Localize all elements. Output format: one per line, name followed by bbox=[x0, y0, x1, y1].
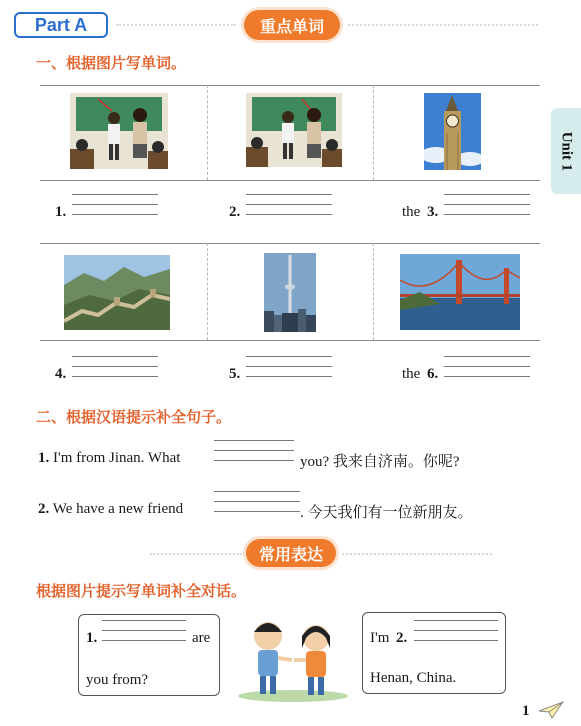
item-number: 2. bbox=[229, 204, 241, 220]
paper-plane-icon bbox=[538, 701, 564, 719]
dialog-text: Henan, China. bbox=[370, 670, 457, 686]
item-number: 5. bbox=[229, 366, 241, 382]
grid-divider bbox=[207, 85, 208, 180]
sentence-2 bbox=[38, 501, 183, 518]
answer-blank-6[interactable] bbox=[444, 356, 530, 394]
grid-top-line bbox=[40, 85, 540, 86]
badge-divider-right bbox=[342, 553, 492, 555]
children-illustration bbox=[238, 608, 348, 702]
section1-title: 一、根据图片写单词。 bbox=[36, 54, 187, 72]
grid-divider bbox=[373, 243, 374, 340]
dialog-number: 1. bbox=[86, 630, 98, 646]
picture-golden-gate-bridge bbox=[400, 254, 520, 330]
picture-tv-tower bbox=[264, 253, 316, 332]
dialog-text: I'm bbox=[370, 630, 390, 646]
grid-divider bbox=[373, 85, 374, 180]
grid-row2-top-line bbox=[40, 243, 540, 244]
item-prefix: the bbox=[402, 204, 421, 220]
sentence-text: . 今天我们有一位新朋友。 bbox=[300, 505, 473, 521]
picture-big-ben bbox=[424, 93, 481, 170]
page-number: 1 bbox=[522, 703, 530, 719]
picture-classroom-2 bbox=[246, 93, 342, 167]
grid-row2-mid-line bbox=[40, 340, 540, 341]
sentence-1 bbox=[38, 450, 180, 467]
item-prefix: the bbox=[402, 366, 421, 382]
dialog-blank-2[interactable] bbox=[414, 620, 498, 658]
item-number: 6. bbox=[427, 366, 439, 382]
answer-blank-5[interactable] bbox=[246, 356, 332, 394]
sentence-text: I'm from Jinan. What bbox=[53, 450, 181, 466]
sentence-number: 2. bbox=[38, 501, 50, 517]
grid-divider bbox=[207, 243, 208, 340]
section2-title: 二、根据汉语提示补全句子。 bbox=[36, 408, 232, 426]
picture-classroom-1 bbox=[70, 93, 168, 169]
answer-blank-1[interactable] bbox=[72, 194, 158, 232]
sentence-text: We have a new friend bbox=[52, 501, 184, 517]
answer-blank-3[interactable] bbox=[444, 194, 530, 232]
answer-blank-4[interactable] bbox=[72, 356, 158, 394]
item-number: 4. bbox=[55, 366, 67, 382]
unit-tab-label: Unit 1 bbox=[558, 131, 575, 171]
section-badge: 重点单词 bbox=[244, 10, 340, 40]
answer-blank-2[interactable] bbox=[246, 194, 332, 232]
part-tag: Part A bbox=[14, 12, 108, 38]
dialog-number: 2. bbox=[396, 630, 408, 646]
dialog-text: are bbox=[192, 630, 211, 646]
dialog-text: you from? bbox=[86, 672, 149, 688]
sentence-blank-2[interactable] bbox=[214, 491, 300, 529]
unit-tab bbox=[551, 108, 581, 194]
grid-row1-mid-line bbox=[40, 180, 540, 181]
sentence-number: 1. bbox=[38, 450, 50, 466]
section3-title: 根据图片提示写单词补全对话。 bbox=[36, 582, 247, 600]
item-number: 3. bbox=[427, 204, 439, 220]
badge-divider-left bbox=[150, 553, 242, 555]
sentence-blank-1[interactable] bbox=[214, 440, 294, 478]
header-divider-left bbox=[116, 24, 236, 26]
picture-great-wall bbox=[64, 255, 170, 330]
header-divider-right bbox=[348, 24, 538, 26]
dialog-blank-1[interactable] bbox=[102, 620, 186, 658]
section-badge: 常用表达 bbox=[246, 539, 336, 567]
item-number: 1. bbox=[55, 204, 67, 220]
sentence-text: you? 我来自济南。你呢? bbox=[300, 454, 460, 470]
